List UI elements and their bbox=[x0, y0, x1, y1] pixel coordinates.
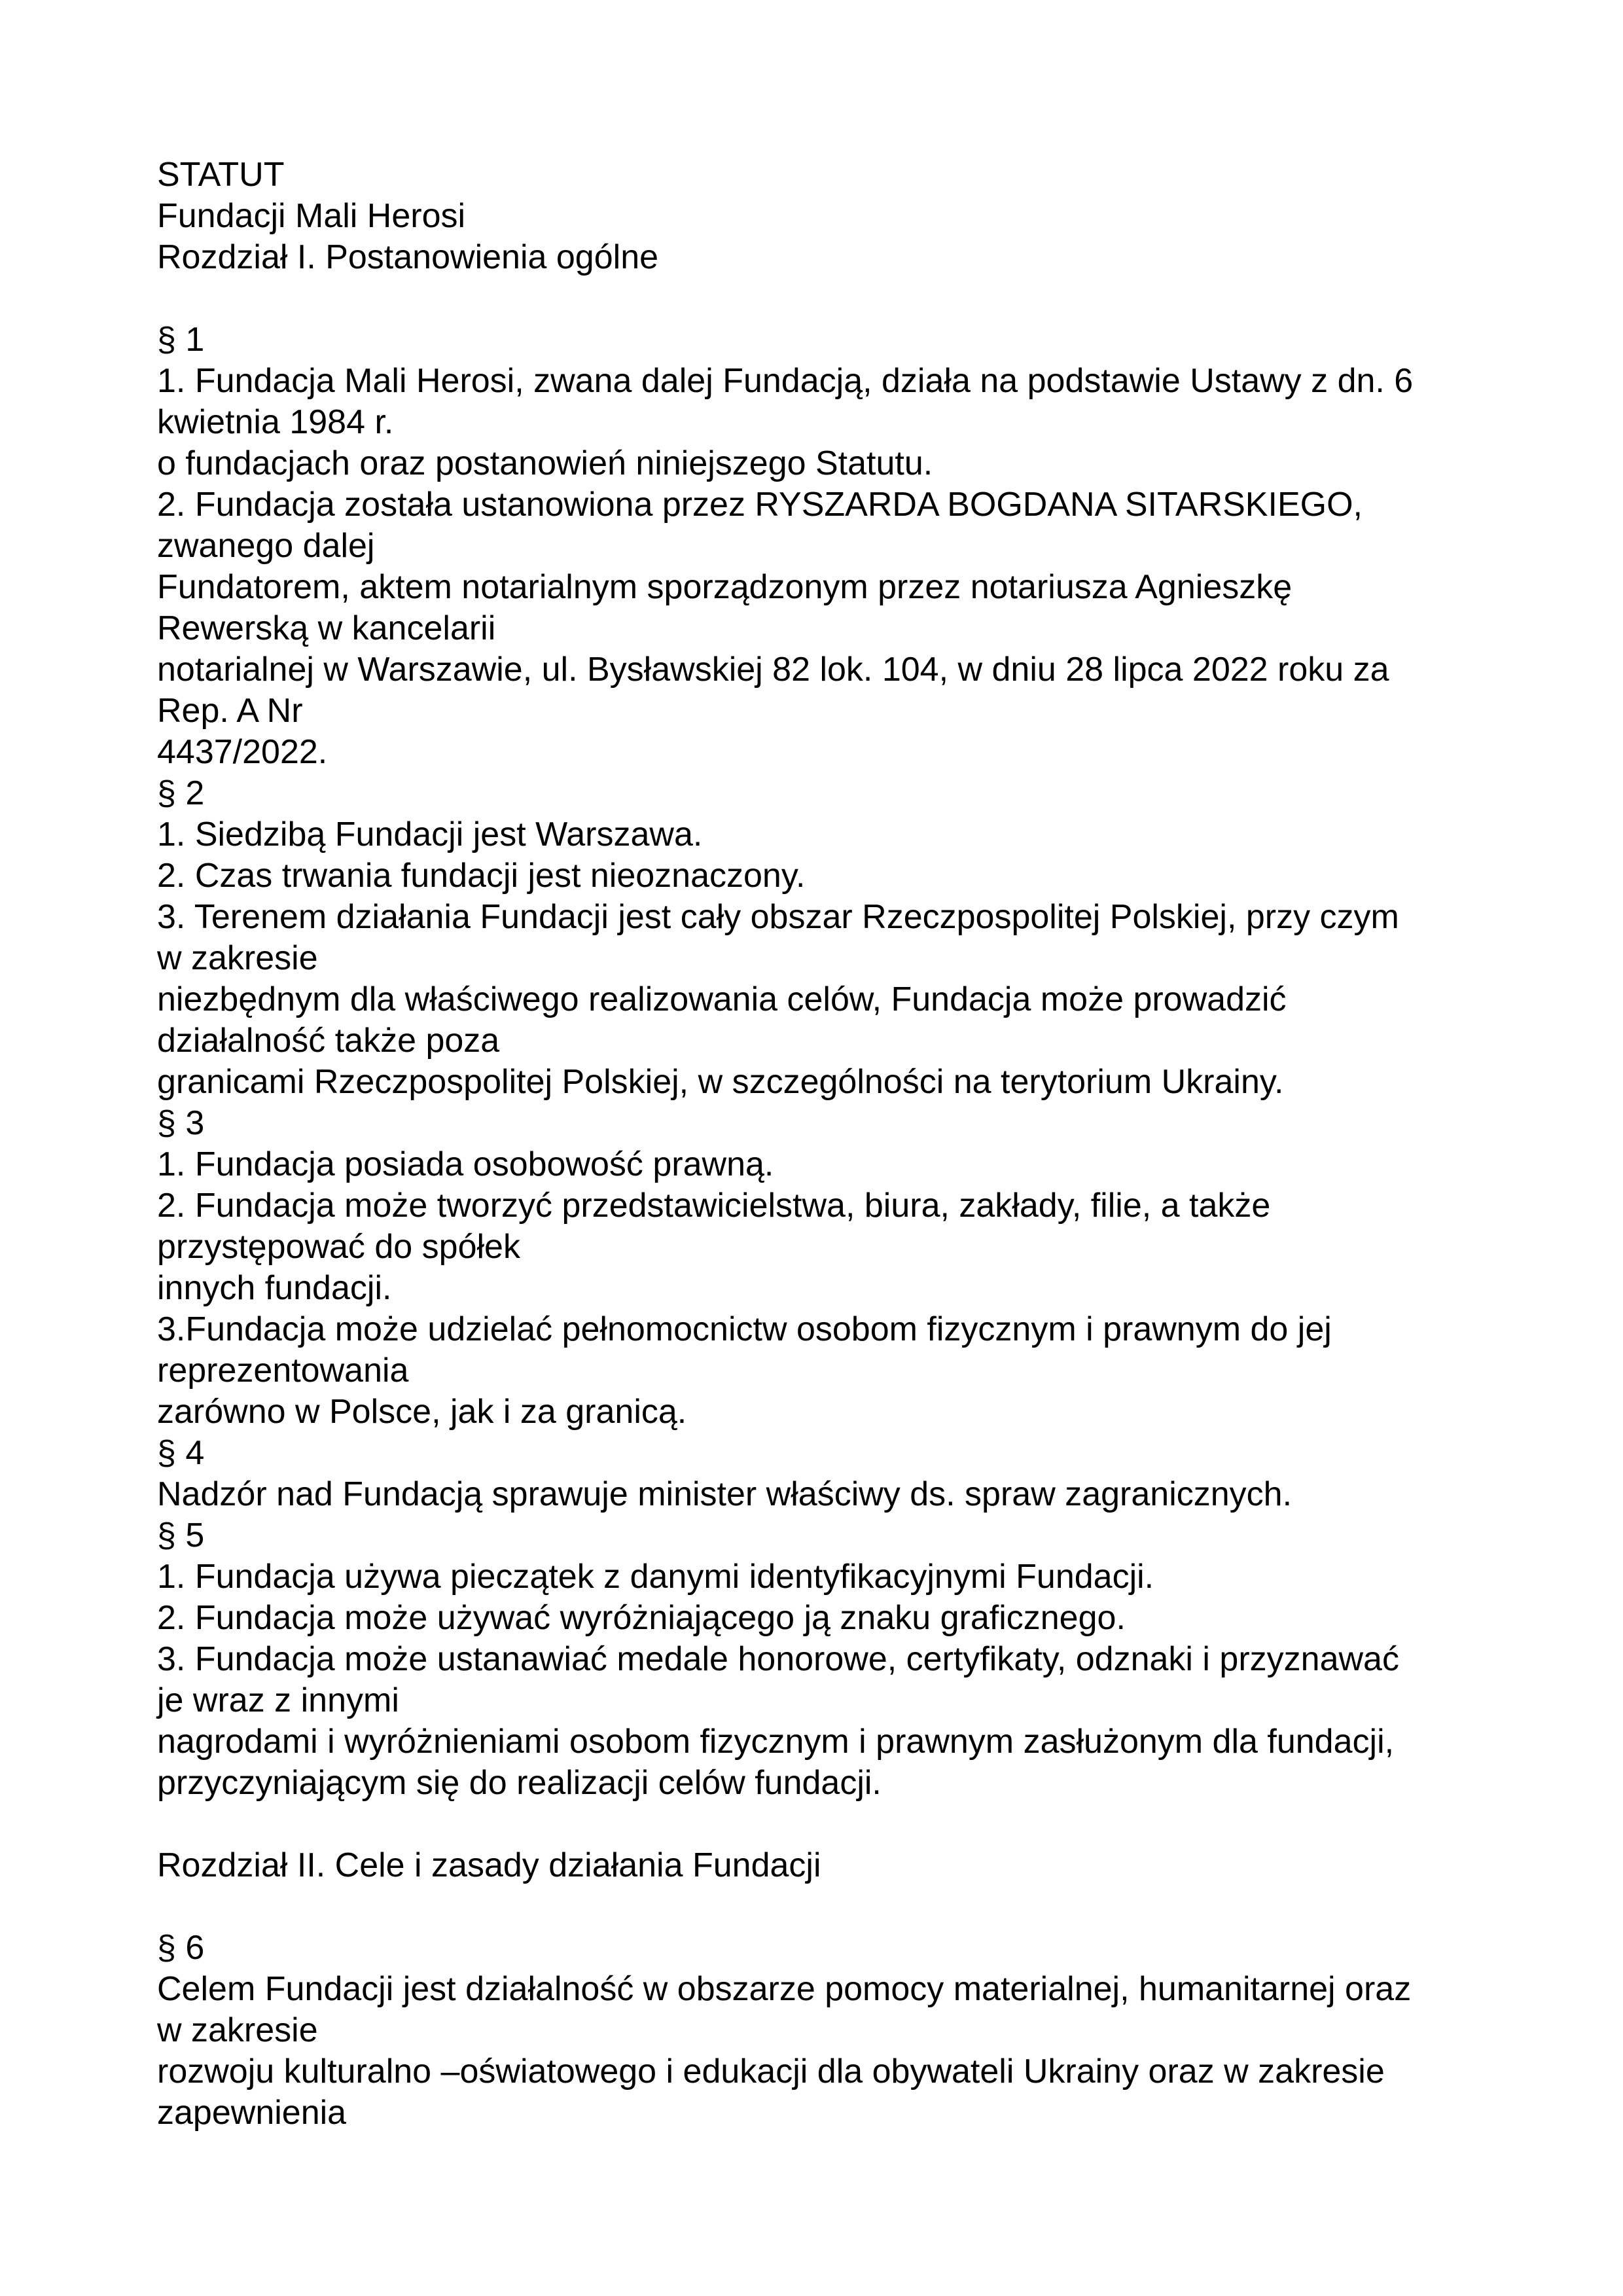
text-line: Rewerską w kancelarii bbox=[157, 609, 496, 647]
text-line: § 6 bbox=[157, 1929, 205, 1967]
text-line: § 3 bbox=[157, 1104, 205, 1142]
text-line: Nadzór nad Fundacją sprawuje minister właściwy ds. spraw zagranicznych. bbox=[157, 1475, 1293, 1513]
blank-line bbox=[157, 1886, 1472, 1928]
text-line: zarówno w Polsce, jak i za granicą. bbox=[157, 1393, 687, 1431]
text-line: granicami Rzeczpospolitej Polskiej, w szczególności na terytorium Ukrainy. bbox=[157, 1063, 1284, 1101]
text-line: 1. Fundacja posiada osobowość prawną. bbox=[157, 1145, 774, 1183]
text-line: kwietnia 1984 r. bbox=[157, 403, 394, 441]
text-line: 2. Fundacja została ustanowiona przez RYSZARDA BOGDANA SITARSKIEGO, bbox=[157, 486, 1363, 524]
text-line: 3.Fundacja może udzielać pełnomocnictw osobom fizycznym i prawnym do jej bbox=[157, 1310, 1332, 1348]
text-line: Rep. A Nr bbox=[157, 692, 303, 730]
text-line: zwanego dalej bbox=[157, 527, 375, 565]
text-line: Celem Fundacji jest działalność w obszarze pomocy materialnej, humanitarnej oraz bbox=[157, 1970, 1412, 2008]
document-body bbox=[157, 154, 1472, 2134]
text-line: rozwoju kulturalno –oświatowego i edukacji dla obywateli Ukrainy oraz w zakresie bbox=[157, 2053, 1385, 2090]
text-line: reprezentowania bbox=[157, 1352, 409, 1390]
text-line: 3. Terenem działania Fundacji jest cały obszar Rzeczpospolitej Polskiej, przy czym bbox=[157, 898, 1399, 936]
text-line: 2. Czas trwania fundacji jest nieoznaczony. bbox=[157, 857, 806, 895]
text-line: Rozdział I. Postanowienia ogólne bbox=[157, 238, 659, 276]
text-line: przyczyniającym się do realizacji celów fundacji. bbox=[157, 1764, 882, 1802]
text-line: § 4 bbox=[157, 1434, 205, 1472]
blank-line bbox=[157, 1804, 1472, 1845]
text-line: Fundatorem, aktem notarialnym sporządzonym przez notariusza Agnieszkę bbox=[157, 568, 1293, 606]
text-line: nagrodami i wyróżnieniami osobom fizycznym i prawnym zasłużonym dla fundacji, bbox=[157, 1723, 1395, 1761]
text-line: 2. Fundacja może używać wyróżniającego ją znaku graficznego. bbox=[157, 1599, 1126, 1637]
text-line: w zakresie bbox=[157, 2011, 318, 2049]
text-line: 1. Siedzibą Fundacji jest Warszawa. bbox=[157, 816, 703, 853]
text-line: o fundacjach oraz postanowień niniejszego Statutu. bbox=[157, 444, 933, 482]
text-line: notarialnej w Warszawie, ul. Bysławskiej 82 lok. 104, w dniu 28 lipca 2022 roku za bbox=[157, 651, 1389, 689]
text-line: działalność także poza bbox=[157, 1022, 500, 1060]
text-line: przystępować do spółek bbox=[157, 1228, 520, 1266]
text-line: 1. Fundacja Mali Herosi, zwana dalej Fundacją, działa na podstawie Ustawy z dn. 6 bbox=[157, 362, 1414, 400]
text-line: STATUT bbox=[157, 156, 285, 194]
text-line: Fundacji Mali Herosi bbox=[157, 197, 466, 235]
text-line: 2. Fundacja może tworzyć przedstawicielstwa, biura, zakłady, filie, a także bbox=[157, 1187, 1271, 1225]
text-line: § 2 bbox=[157, 774, 205, 812]
text-line: Rozdział II. Cele i zasady działania Fundacji bbox=[157, 1846, 821, 1884]
text-line: 1. Fundacja używa pieczątek z danymi identyfikacyjnymi Fundacji. bbox=[157, 1558, 1154, 1596]
text-line: § 5 bbox=[157, 1516, 205, 1554]
text-line: zapewnienia bbox=[157, 2094, 347, 2132]
text-line: niezbędnym dla właściwego realizowania celów, Fundacja może prowadzić bbox=[157, 980, 1287, 1018]
text-line: § 1 bbox=[157, 321, 205, 359]
text-line: 4437/2022. bbox=[157, 733, 328, 771]
text-line: innych fundacji. bbox=[157, 1269, 392, 1307]
text-line: je wraz z innymi bbox=[157, 1681, 399, 1719]
blank-line bbox=[157, 278, 1472, 319]
text-line: w zakresie bbox=[157, 939, 318, 977]
text-line: 3. Fundacja może ustanawiać medale honorowe, certyfikaty, odznaki i przyznawać bbox=[157, 1640, 1399, 1678]
